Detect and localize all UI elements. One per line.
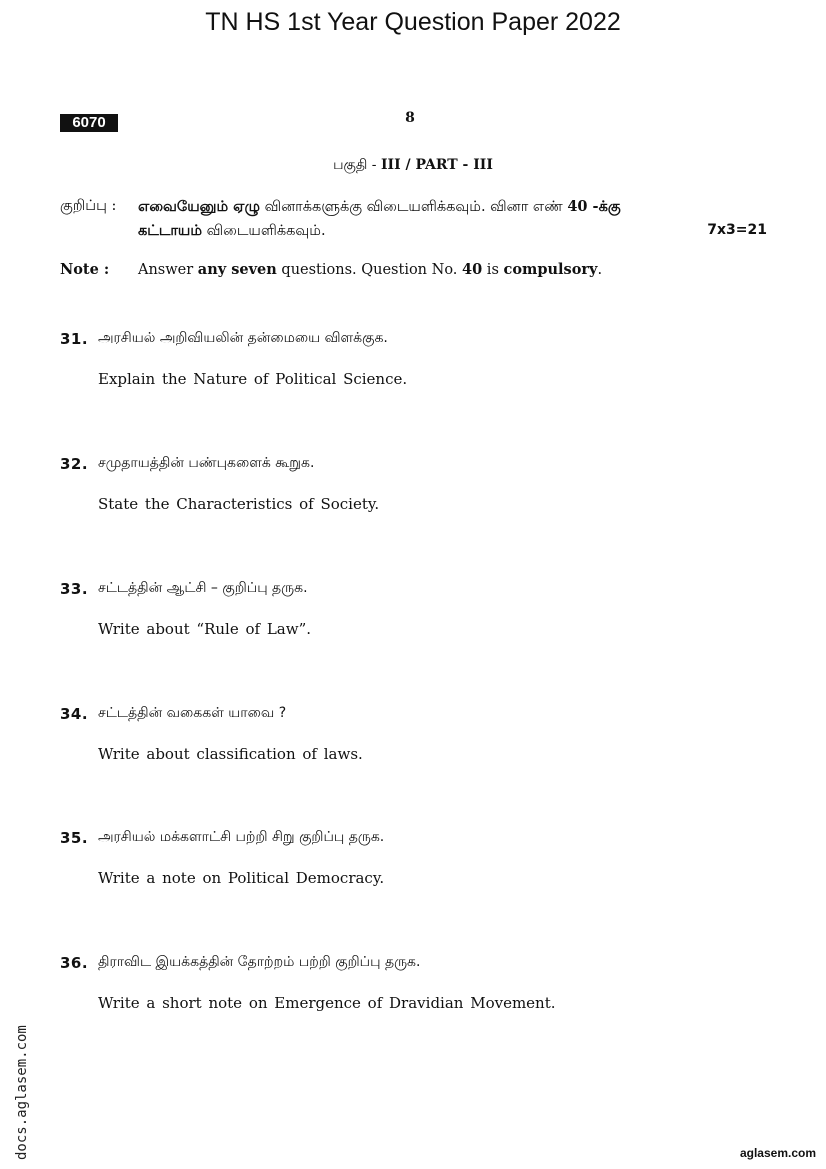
question-english: Write about classification of laws. (98, 745, 363, 763)
question-number: 35. (60, 829, 89, 847)
question-english: Write a note on Political Democracy. (98, 869, 385, 887)
question-tamil: திராவிட இயக்கத்தின் தோற்றம் பற்றி குறிப்பு தருக. (98, 954, 421, 970)
tamil-note-bold-1: எவையேனும் ஏழு (138, 198, 260, 215)
tamil-note-text-2: -க்கு (587, 198, 621, 215)
question-tamil: சட்டத்தின் வகைகள் யாவை ? (98, 705, 287, 721)
english-note-text-3: is (482, 262, 504, 278)
side-watermark: docs.aglasem.com (14, 1025, 30, 1160)
question-tamil: அரசியல் மக்களாட்சி பற்றி சிறு குறிப்பு தருக. (98, 829, 385, 845)
part-heading-english: III / PART - III (381, 157, 493, 173)
tamil-note-text-3: விடையளிக்கவும். (202, 223, 326, 239)
part-heading (0, 157, 826, 175)
english-note-text-1: Answer (138, 262, 198, 278)
tamil-note-line-2 (138, 222, 578, 241)
footer-site-link[interactable]: aglasem.com (739, 1146, 816, 1160)
part-heading-tamil: பகுதி - (333, 157, 381, 173)
tamil-note-text-1: வினாக்களுக்கு விடையளிக்கவும். வினா எண் (259, 199, 568, 215)
question-number: 32. (60, 455, 89, 473)
question-number: 34. (60, 705, 89, 723)
question-tamil: சமுதாயத்தின் பண்புகளைக் கூறுக. (98, 455, 315, 471)
question-tamil: அரசியல் அறிவியலின் தன்மையை விளக்குக. (98, 330, 388, 346)
question-number: 36. (60, 954, 89, 972)
english-note-text-2: questions. Question No. (276, 262, 463, 278)
english-note-bold-1: any seven (197, 261, 277, 278)
tamil-note-label: குறிப்பு : (60, 198, 117, 214)
english-note-text-4: . (597, 262, 603, 278)
english-note-text (138, 261, 778, 278)
page-title: TN HS 1st Year Question Paper 2022 (205, 8, 621, 36)
question-english: State the Characteristics of Society. (98, 495, 380, 513)
page-number: 8 (405, 110, 415, 126)
paper-code-badge: 6070 (60, 114, 118, 132)
question-tamil: சட்டத்தின் ஆட்சி – குறிப்பு தருக. (98, 580, 308, 596)
question-english: Explain the Nature of Political Science. (98, 370, 408, 388)
english-note-bold-2: compulsory (503, 261, 598, 278)
tamil-note-bold-2: கட்டாயம் (138, 222, 203, 239)
question-number: 31. (60, 330, 89, 348)
tamil-note-line-1 (138, 198, 758, 217)
question-english: Write about “Rule of Law”. (98, 620, 312, 638)
question-english: Write a short note on Emergence of Dravidian Movement. (98, 994, 556, 1012)
english-note-label: Note : (60, 261, 110, 278)
english-note-number: 40 (462, 261, 483, 278)
question-number: 33. (60, 580, 89, 598)
tamil-note-number: 40 (567, 198, 588, 215)
marks-scheme: 7x3=21 (707, 222, 767, 238)
